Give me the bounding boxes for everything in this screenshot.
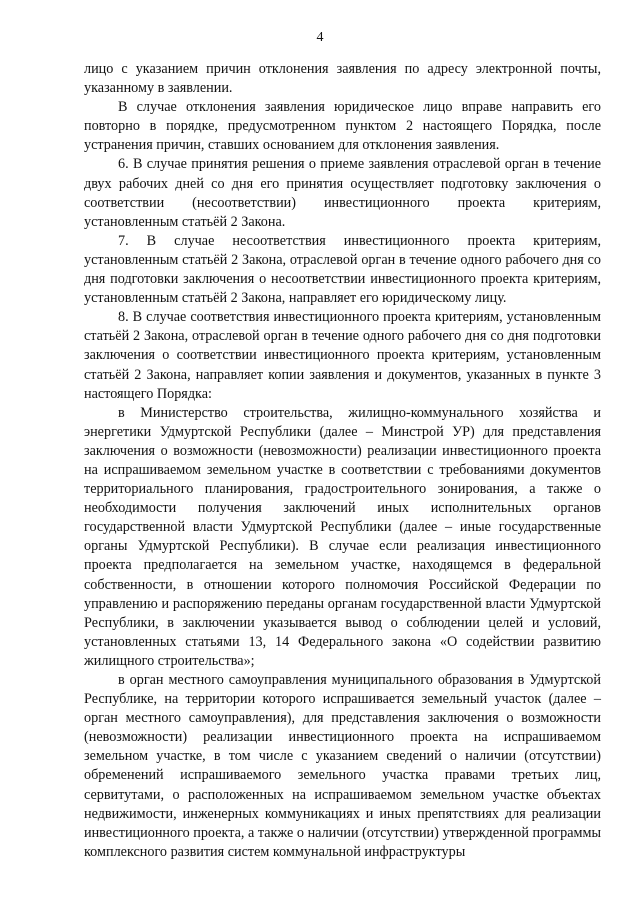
- page-number: 4: [316, 30, 324, 45]
- paragraph-item-8: 8. В случае соответствия инвестиционного проекта критериям, установленным статьёй 2 Закона, отраслевой орган в течение одного рабочего дня со дня подготовки заключения о соответствии инвестиционного проекта критериям, установленным статьёй 2 Закона, направляет копии заявления и документов, указанных в пункте 3 настоящего Порядка:: [84, 309, 601, 402]
- paragraph-local-government: в орган местного самоуправления муниципального образования в Удмуртской Республике, на территории которого испрашивается земельный участок (далее – орган местного самоуправления), для представления заключения о возможности (невозможности) реализации инвестиционного проекта на испрашиваемом земельном участке, в том числе с указанием сведений о наличии (отсутствии) обременений испрашиваемого земельного участка правами третьих лиц, сервитутами, о расположенных на испрашиваемом земельном участке объектах недвижимости, инженерных коммуникациях и иных препятствиях для реализации инвестиционного проекта, а также о наличии (отсутствии) утвержденной программы комплексного развития систем коммунальной инфраструктуры: [84, 672, 601, 860]
- paragraph-rejection-resubmit: В случае отклонения заявления юридическое лицо вправе направить его повторно в порядке, предусмотренном пунктом 2 настоящего Порядка, после устранения причин, ставших основанием для отклонения заявления.: [84, 99, 601, 154]
- paragraph-minstroy: в Министерство строительства, жилищно-коммунального хозяйства и энергетики Удмуртской Республики (далее – Минстрой УР) для представления заключения о возможности (невозможности) реализации инвестиционного проекта на испрашиваемом земельном участке в соответствии с требованиями документов территориального планирования, градостроительного зонирования, а также о необходимости получения заключений иных исполнительных органов государственной власти Удмуртской Республики (далее – иные государственные органы Удмуртской Республики). В случае если реализация инвестиционного проекта предполагается на земельном участке, находящемся в федеральной собственности, в отношении которого полномочия Российской Федерации по управлению и распоряжению переданы органам государственной власти Удмуртской Республики, в заключении указывается вывод о соблюдении целей и условий, установленных статьями 13, 14 Федерального закона «О содействии развитию жилищного строительства»;: [84, 404, 601, 669]
- paragraph-item-6: 6. В случае принятия решения о приеме заявления отраслевой орган в течение двух рабочих дней со дня его принятия осуществляет подготовку заключения о соответствии (несоответствии) инвестиционного проекта критериям, установленным статьёй 2 Закона.: [84, 156, 601, 230]
- document-body: [84, 60, 601, 862]
- paragraph-continuation: лицо с указанием причин отклонения заявления по адресу электронной почты, указанному в заявлении.: [84, 61, 601, 97]
- paragraph-item-7: 7. В случае несоответствия инвестиционного проекта критериям, установленным статьёй 2 Закона, отраслевой орган в течение одного рабочего дня со дня подготовки заключения о несоответствии инвестиционного проекта критериям, установленным статьёй 2 Закона, направляет его юридическому лицу.: [84, 232, 601, 307]
